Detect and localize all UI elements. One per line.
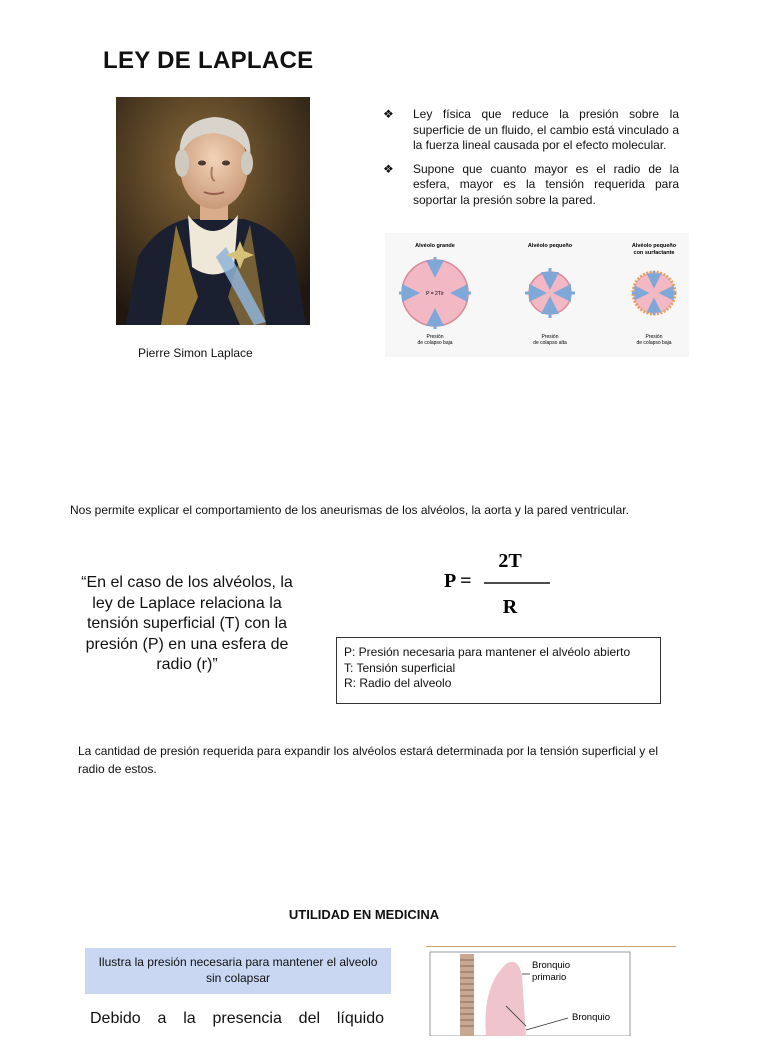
pressure-label: Presión [541, 334, 559, 340]
page-title: LEY DE LAPLACE [103, 47, 314, 74]
laplace-quote: “En el caso de los alvéolos, la ley de Laplace relaciona la tensión superficial (T) con la presión (P) en una esfera de radio (r)” [81, 574, 293, 673]
pressure-sub-label: de colapso baja [417, 340, 453, 346]
pressure-sub-label: de colapso alta [533, 340, 567, 346]
definition-p: P: Presión necesaria para mantener el alvéolo abierto [344, 645, 631, 659]
formula-numerator: 2T [498, 550, 522, 572]
pressure-label: Presión [426, 334, 444, 340]
lung-label-primario: primario [532, 972, 567, 983]
diamond-bullet-icon: ❖ [383, 107, 394, 121]
pressure-paragraph: La cantidad de presión requerida para expandir los alvéolos estará determinada por la tensión superficial y el radio de estos. [78, 744, 658, 776]
bullet-text: Supone que cuanto mayor es el radio de la esfera, mayor es la tensión requerida para soportar la presión sobre la pared. [413, 161, 679, 207]
alveolus-small-label: Alvéolo pequeño [527, 243, 573, 249]
diamond-bullet-icon: ❖ [383, 161, 394, 176]
pressure-label: Presión [645, 334, 663, 340]
section-title: UTILIDAD EN MEDICINA [288, 907, 440, 922]
definition-t: T: Tensión superficial [344, 660, 456, 675]
lung-label-bronquio: Bronquio [532, 960, 571, 971]
bullet-item [383, 162, 679, 209]
body-text: Debido a la presencia del líquido [90, 1010, 384, 1027]
pressure-sub-label: de colapso baja [636, 340, 672, 346]
definition-bullets [383, 107, 679, 216]
portrait-caption: Pierre Simon Laplace [138, 346, 253, 360]
explanation-paragraph: Nos permite explicar el comportamiento de los aneurismas de los alvéolos, la aorta y la pared ventricular. [70, 503, 629, 517]
variables-legend-box [336, 637, 661, 704]
alveoli-diagram [385, 233, 689, 357]
lung-illustration [426, 946, 676, 1036]
laplace-portrait [116, 97, 310, 325]
definition-r: R: Radio del alveolo [344, 676, 452, 690]
bullet-item [383, 107, 679, 154]
lung-label-bronquio-2: Bronquio [572, 1012, 611, 1023]
formula-inside-label: P = 2T/r [426, 291, 444, 297]
alveolus-surfactant-label: Alvéolo pequeño [631, 243, 677, 249]
bullet-text: Ley física que reduce la presión sobre la superficie de un fluido, el cambio está vinculado a la fuerza lineal causada por el efecto molecular. [413, 107, 679, 152]
formula-lhs: P = [444, 570, 472, 592]
highlight-box: Ilustra la presión necesaria para mantener el alveolo sin colapsar [85, 948, 391, 994]
formula-denominator: R [502, 596, 518, 618]
alveolus-large-label: Alvéolo grande [415, 243, 455, 249]
alveolus-surfactant-label-2: con surfactante [633, 250, 675, 256]
laplace-formula [432, 545, 572, 620]
